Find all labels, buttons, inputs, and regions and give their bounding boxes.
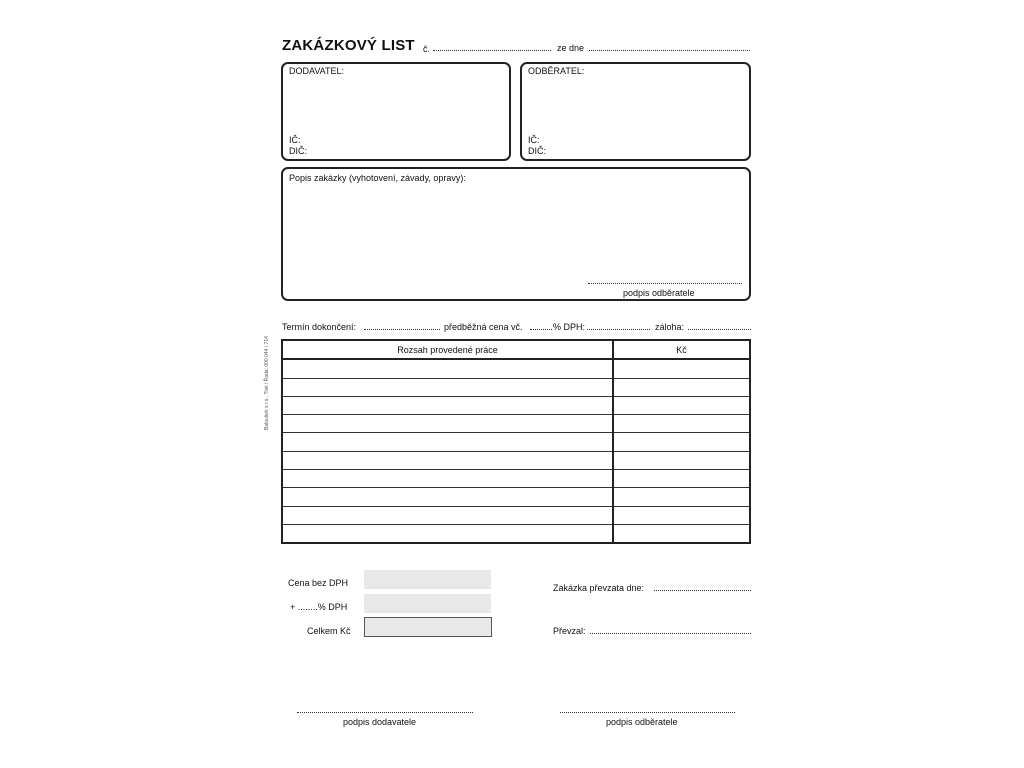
- price-no-vat-field[interactable]: [364, 570, 491, 589]
- total-label: Celkem Kč: [307, 626, 351, 636]
- description-signature-line[interactable]: [588, 283, 742, 284]
- table-row[interactable]: [282, 378, 750, 396]
- table-row[interactable]: [282, 359, 750, 378]
- vat-amount-field[interactable]: [364, 594, 491, 613]
- supplier-label: DODAVATEL:: [289, 66, 345, 76]
- number-field[interactable]: [433, 50, 551, 51]
- deposit-label: záloha:: [655, 322, 685, 332]
- customer-label: ODBĚRATEL:: [528, 66, 585, 76]
- supplier-signature-label: podpis dodavatele: [343, 717, 417, 727]
- price-cell[interactable]: [613, 488, 750, 506]
- completion-field[interactable]: [364, 329, 440, 330]
- customer-signature-label: podpis odběratele: [606, 717, 678, 727]
- price-cell[interactable]: [613, 524, 750, 543]
- customer-signature-line[interactable]: [560, 712, 735, 713]
- taken-by-label: Převzal:: [553, 626, 586, 636]
- price-no-vat-label: Cena bez DPH: [288, 578, 349, 588]
- vat-label: % DPH:: [553, 322, 586, 332]
- work-cell[interactable]: [282, 415, 613, 433]
- price-cell[interactable]: [613, 433, 750, 451]
- accepted-date-label: Zakázka převzata dne:: [553, 583, 645, 593]
- work-cell[interactable]: [282, 524, 613, 543]
- work-cell[interactable]: [282, 433, 613, 451]
- accepted-date-field[interactable]: [654, 590, 751, 591]
- work-cell[interactable]: [282, 396, 613, 414]
- table-row[interactable]: [282, 396, 750, 414]
- price-cell[interactable]: [613, 359, 750, 378]
- price-field[interactable]: [587, 329, 650, 330]
- price-cell[interactable]: [613, 470, 750, 488]
- work-table: [281, 339, 751, 544]
- customer-box[interactable]: [520, 62, 751, 161]
- table-row[interactable]: [282, 488, 750, 506]
- price-label: předběžná cena vč.: [444, 322, 523, 332]
- price-cell[interactable]: [613, 415, 750, 433]
- table-header-row: [282, 340, 750, 359]
- number-label: č.: [423, 44, 431, 54]
- price-cell[interactable]: [613, 451, 750, 469]
- price-cell[interactable]: [613, 506, 750, 524]
- description-label: Popis zakázky (vyhotovení, závady, opravy):: [289, 173, 466, 183]
- customer-dic-label: DIČ:: [528, 146, 546, 156]
- table-row[interactable]: [282, 415, 750, 433]
- vat-amount-label: + ........% DPH: [290, 602, 348, 612]
- supplier-signature-line[interactable]: [297, 712, 473, 713]
- table-row[interactable]: [282, 506, 750, 524]
- price-cell[interactable]: [613, 378, 750, 396]
- work-cell[interactable]: [282, 378, 613, 396]
- price-cell[interactable]: [613, 396, 750, 414]
- form-title: ZAKÁZKOVÝ LIST: [282, 37, 415, 54]
- completion-label: Termín dokončení:: [282, 322, 357, 332]
- date-label: ze dne: [557, 43, 585, 53]
- work-cell[interactable]: [282, 470, 613, 488]
- supplier-ic-label: IČ:: [289, 135, 301, 145]
- table-row[interactable]: [282, 470, 750, 488]
- work-cell[interactable]: [282, 506, 613, 524]
- supplier-box[interactable]: [281, 62, 511, 161]
- work-cell[interactable]: [282, 488, 613, 506]
- customer-ic-label: IČ:: [528, 135, 540, 145]
- description-box[interactable]: [281, 167, 751, 301]
- col-work-header: Rozsah provedené práce: [282, 340, 613, 359]
- table-row[interactable]: [282, 433, 750, 451]
- vat-percent-field[interactable]: [530, 329, 552, 330]
- taken-by-field[interactable]: [590, 633, 751, 634]
- deposit-field[interactable]: [688, 329, 751, 330]
- col-price-header: Kč: [613, 340, 750, 359]
- total-field[interactable]: [364, 617, 492, 637]
- description-signature-label: podpis odběratele: [623, 288, 695, 298]
- printer-imprint: Baloušek s.r.o., Tisk / Řada: 000 044 / 714: [264, 336, 270, 430]
- table-row[interactable]: [282, 451, 750, 469]
- table-row[interactable]: [282, 524, 750, 543]
- supplier-dic-label: DIČ:: [289, 146, 307, 156]
- work-cell[interactable]: [282, 359, 613, 378]
- work-cell[interactable]: [282, 451, 613, 469]
- date-field[interactable]: [589, 50, 750, 51]
